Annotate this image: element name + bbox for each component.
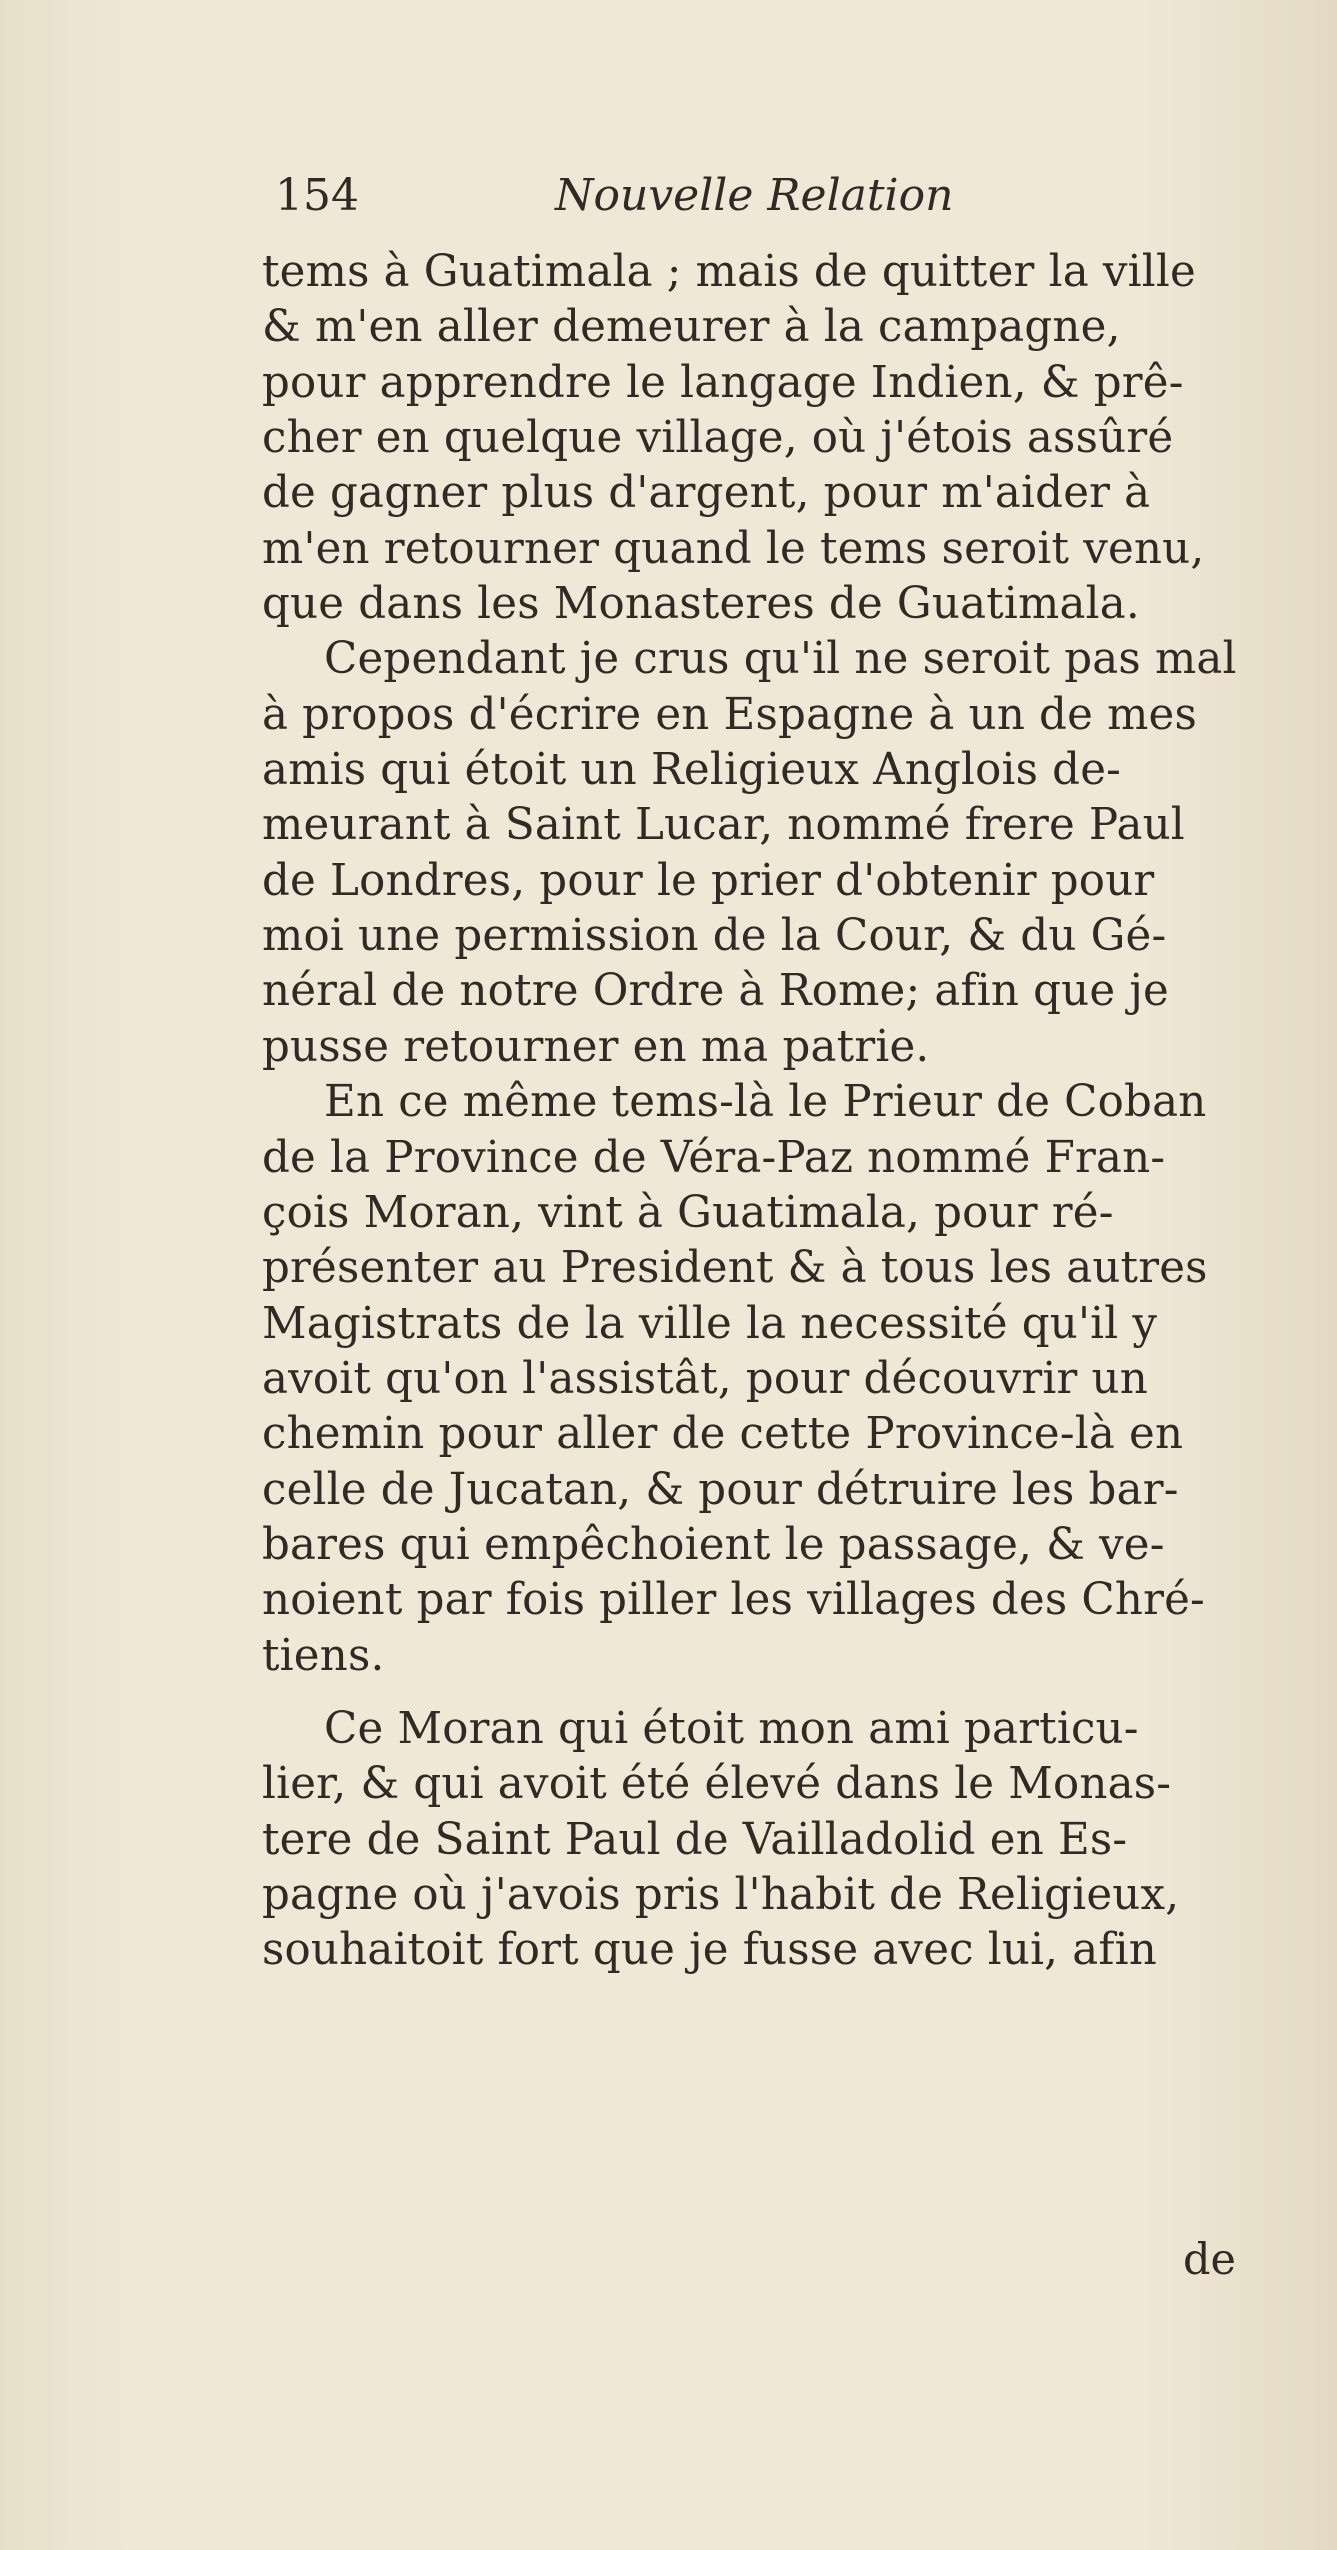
paragraph-start-line: Ce Moran qui étoit mon ami particu- bbox=[324, 1703, 1139, 1754]
text-line: néral de notre Ordre à Rome; afin que je bbox=[262, 966, 1169, 1017]
text-line: celle de Jucatan, & pour détruire les bar- bbox=[262, 1464, 1179, 1515]
text-line: tems à Guatimala ; mais de quitter la ville bbox=[262, 247, 1196, 297]
text-line: Magistrats de la ville la necessité qu'il y bbox=[262, 1298, 1158, 1349]
text-line: avoit qu'on l'assistât, pour découvrir un bbox=[262, 1353, 1148, 1404]
text-line: présenter au President & à tous les autres bbox=[262, 1243, 1208, 1294]
text-line: tiens. bbox=[262, 1630, 385, 1681]
text-line: pagne où j'avois pris l'habit de Religieux, bbox=[262, 1869, 1180, 1920]
text-line: & m'en aller demeurer à la campagne, bbox=[262, 302, 1121, 353]
text-line: çois Moran, vint à Guatimala, pour ré- bbox=[262, 1187, 1114, 1238]
text-line: meurant à Saint Lucar, nommé frere Paul bbox=[262, 800, 1185, 851]
text-line: de Londres, pour le prier d'obtenir pour bbox=[262, 855, 1155, 906]
text-line: pour apprendre le langage Indien, & prê- bbox=[262, 357, 1184, 408]
text-line: amis qui étoit un Religieux Anglois de- bbox=[262, 745, 1122, 796]
text-line: à propos d'écrire en Espagne à un de mes bbox=[262, 689, 1197, 740]
page-number: 154 bbox=[275, 170, 359, 221]
text-line: que dans les Monasteres de Guatimala. bbox=[262, 579, 1140, 630]
text-line: souhaitoit fort que je fusse avec lui, afin bbox=[262, 1925, 1157, 1976]
text-line: bares qui empêchoient le passage, & ve- bbox=[262, 1519, 1165, 1570]
text-line: de gagner plus d'argent, pour m'aider à bbox=[262, 468, 1151, 519]
text-line: moi une permission de la Cour, & du Gé- bbox=[262, 911, 1167, 962]
running-title: Nouvelle Relation bbox=[555, 170, 954, 221]
page-header bbox=[275, 170, 1035, 230]
text-line: cher en quelque village, où j'étois assûré bbox=[262, 413, 1174, 464]
text-line: pusse retourner en ma patrie. bbox=[262, 1021, 930, 1072]
text-line: chemin pour aller de cette Province-là en bbox=[262, 1409, 1184, 1460]
body-text bbox=[262, 245, 1237, 1979]
catchword: de bbox=[1183, 2235, 1236, 2285]
text-line: de la Province de Véra-Paz nommé Fran- bbox=[262, 1132, 1166, 1183]
text-line: noient par fois piller les villages des Chré- bbox=[262, 1575, 1205, 1626]
paragraph-start-line: Cependant je crus qu'il ne seroit pas mal bbox=[324, 634, 1237, 685]
text-line: tere de Saint Paul de Vailladolid en Es- bbox=[262, 1814, 1128, 1865]
paragraph-start-line: En ce même tems-là le Prieur de Coban bbox=[324, 1077, 1207, 1128]
text-line: lier, & qui avoit été élevé dans le Monas- bbox=[262, 1759, 1172, 1810]
text-line: m'en retourner quand le tems seroit venu, bbox=[262, 523, 1205, 574]
